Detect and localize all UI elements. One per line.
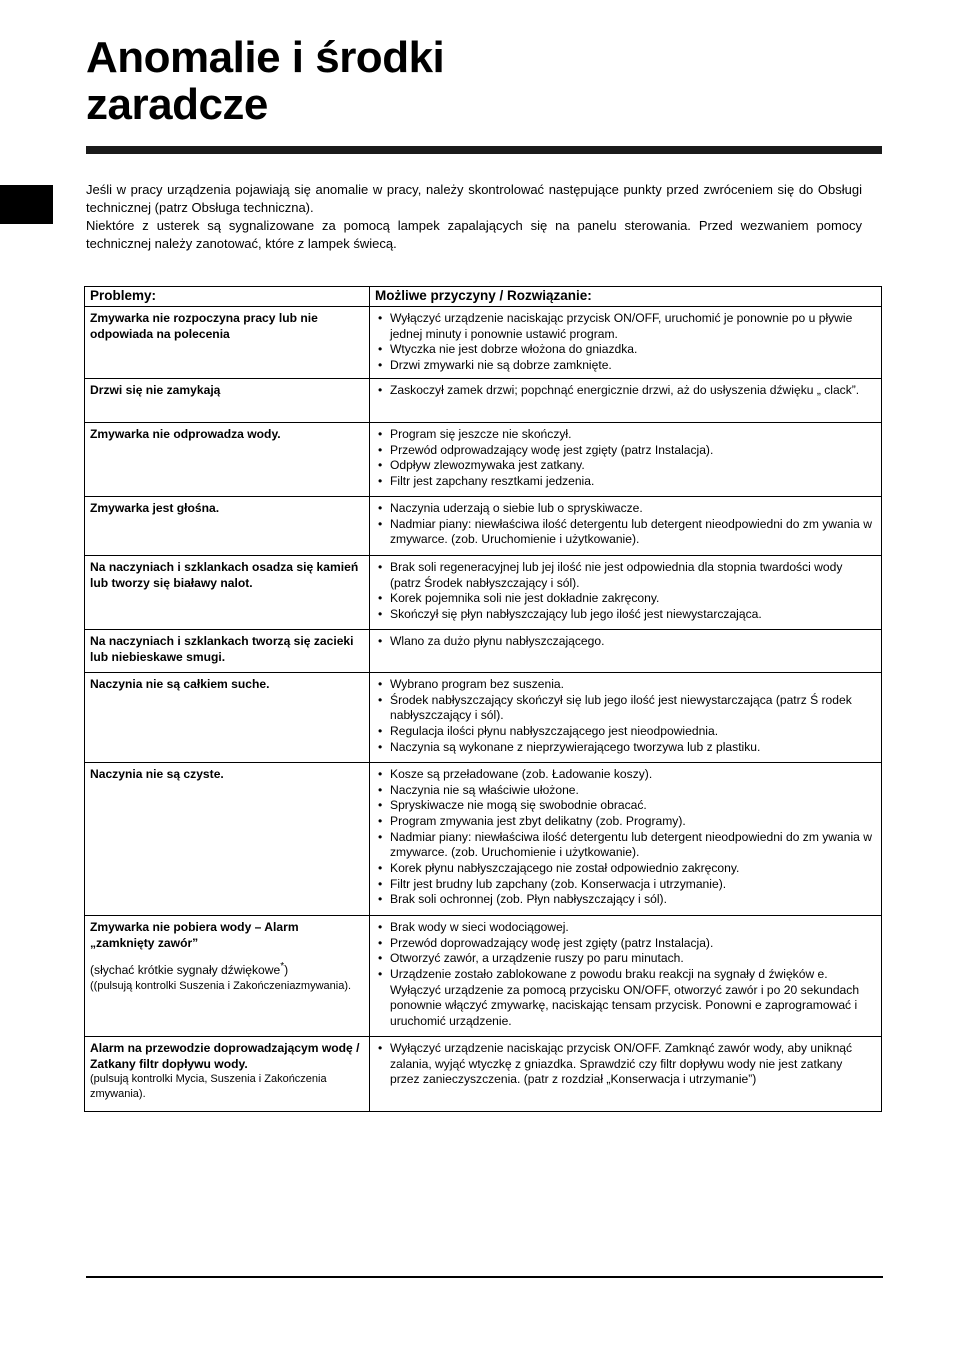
- cause-list: [376, 501, 875, 548]
- list-item: • Przewód odprowadzający wodę jest zgięty (patrz Instalacja).: [376, 443, 875, 459]
- list-item: • Naczynia nie są właściwie ułożone.: [376, 783, 875, 799]
- solution-cell: [370, 915, 882, 1036]
- problem-cell: [85, 378, 370, 422]
- problem-text: Drzwi się nie zamykają: [90, 382, 221, 397]
- list-item: • Spryskiwacze nie mogą się swobodnie obracać.: [376, 798, 875, 814]
- troubleshooting-table: [84, 286, 882, 1112]
- list-item: • Zaskoczył zamek drzwi; popchnąć energicznie drzwi, aż do usłyszenia dźwięku „ clack”.: [376, 383, 875, 399]
- cause-list: [376, 383, 875, 399]
- problem-text: Naczynia nie są czyste.: [90, 766, 224, 781]
- table-body: [85, 307, 882, 1112]
- list-item: • Przewód doprowadzający wodę jest zgięty (patrz Instalacja).: [376, 936, 875, 952]
- problem-text: Na naczyniach i szklankach osadza się kamień lub tworzy się białawy nalot.: [90, 559, 359, 590]
- list-item: • Filtr jest zapchany resztkami jedzenia.: [376, 474, 875, 490]
- problem-text: Alarm na przewodzie doprowadzającym wodę / Zatkany filtr dopływu wody.: [90, 1040, 360, 1071]
- intro-paragraph-2: Niektóre z usterek są sygnalizowane za pomocą lampek zapalających się na panelu sterowania. Przed wezwaniem pomocy technicznej należy zanotować, które z lampek świecą.: [86, 218, 862, 251]
- solution-cell: [370, 1036, 882, 1111]
- list-item: • Wybrano program bez suszenia.: [376, 677, 875, 693]
- problem-small-note: ((pulsują kontrolki Suszenia i Zakończeniazmywania).: [90, 979, 352, 992]
- list-item: • Regulacja ilości płynu nabłyszczającego jest nieodpowiednia.: [376, 724, 875, 740]
- list-item: • Wyłączyć urządzenie naciskając przycisk ON/OFF, uruchomić je ponownie po u pływie jednej minuty i ponownie ustawić program.: [376, 311, 875, 342]
- solution-cell: [370, 672, 882, 762]
- list-item: • Program zmywania jest zbyt delikatny (zob. Programy).: [376, 814, 875, 830]
- list-item: • Odpływ zlewozmywaka jest zatkany.: [376, 458, 875, 474]
- list-item: • Środek nabłyszczający skończył się lub jego ilość jest niewystarczająca (patrz Ś rodek nabłyszczający i sól).: [376, 693, 875, 724]
- cause-list: [376, 311, 875, 374]
- solution-cell: [370, 307, 882, 379]
- problem-small-note: (pulsują kontrolki Mycia, Suszenia i Zakończenia zmywania).: [90, 1073, 327, 1101]
- list-item: • Urządzenie zostało zablokowane z powodu braku reakcji na sygnały d źwięków e. Wyłączyć urządzenie za pomocą przycisku ON/OFF, otworzyć zawór i po 20 sekundach ponownie włączyć zmywarkę, naciskając tensam przycisk. Ponowni e zaprogramować i uruchomić urządzenie.: [376, 967, 875, 1030]
- note-close: ): [284, 963, 289, 978]
- problem-cell: [85, 629, 370, 672]
- table-row: [85, 555, 882, 629]
- table-row: [85, 762, 882, 915]
- problem-cell: [85, 672, 370, 762]
- list-item: • Nadmiar piany: niewłaściwa ilość detergentu lub detergent nieodpowiedni do zm ywania w zmywarce. (zob. Uruchomienie i użytkowanie).: [376, 830, 875, 861]
- header-problems: Problemy:: [85, 287, 370, 307]
- list-item: • Otworzyć zawór, a urządzenie ruszy po paru minutach.: [376, 951, 875, 967]
- problem-cell: [85, 915, 370, 1036]
- table-row: [85, 629, 882, 672]
- problem-cell: [85, 422, 370, 496]
- table-row: [85, 672, 882, 762]
- list-item: • Skończył się płyn nabłyszczający lub jego ilość jest niewystarczająca.: [376, 607, 875, 623]
- list-item: • Korek płynu nabłyszczającego nie został odpowiednio zakręcony.: [376, 861, 875, 877]
- note-text: (słychać krótkie sygnały dźwiękowe: [90, 963, 281, 978]
- list-item: • Kosze są przeładowane (zob. Ładowanie koszy).: [376, 767, 875, 783]
- list-item: • Wyłączyć urządzenie naciskając przycisk ON/OFF. Zamknąć zawór wody, aby uniknąć zalania, wyjąć wtyczkę z gniazdka. Sprawdzić czy filtr dopływu wody nie jest zatkany przez zanieczyszczenia. (patr z rozdział „Konserwacja i utrzymanie”): [376, 1041, 875, 1088]
- list-item: • Filtr jest brudny lub zapchany (zob. Konserwacja i utrzymanie).: [376, 877, 875, 893]
- table-row: [85, 915, 882, 1036]
- problem-text: Naczynia nie są całkiem suche.: [90, 676, 270, 691]
- list-item: • Brak wody w sieci wodociągowej.: [376, 920, 875, 936]
- page-title-line-1: Anomalie i środki: [86, 33, 445, 82]
- header-causes: Możliwe przyczyny / Rozwiązanie:: [370, 287, 882, 307]
- list-item: • Korek pojemnika soli nie jest dokładnie zakręcony.: [376, 591, 875, 607]
- problem-cell: [85, 496, 370, 555]
- table-row: [85, 496, 882, 555]
- cause-list: [376, 427, 875, 490]
- problem-cell: [85, 307, 370, 379]
- list-item: • Wlano za dużo płynu nabłyszczającego.: [376, 634, 875, 650]
- list-item: • Nadmiar piany: niewłaściwa ilość detergentu lub detergent nieodpowiedni do zm ywania w zmywarce. (zob. Uruchomienie i użytkowanie).: [376, 517, 875, 548]
- list-item: • Drzwi zmywarki nie są dobrze zamknięte.: [376, 358, 875, 374]
- page-title-line-2: zaradcze: [86, 80, 268, 129]
- solution-cell: [370, 496, 882, 555]
- problem-cell: [85, 1036, 370, 1111]
- title-divider: [86, 146, 882, 154]
- cause-list: [376, 920, 875, 1030]
- cause-list: [376, 560, 875, 623]
- intro-paragraph-1: Jeśli w pracy urządzenia pojawiają się anomalie w pracy, należy skontrolować następujące punkty przed zwróceniem się do Obsługi technicznej (patrz Obsługa techniczna).: [86, 182, 862, 215]
- table-row: [85, 1036, 882, 1111]
- solution-cell: [370, 422, 882, 496]
- list-item: • Naczynia są wykonane z nieprzywierającego tworzywa lub z plastiku.: [376, 740, 875, 756]
- asterisk-mark: *: [280, 961, 285, 973]
- table-row: [85, 378, 882, 422]
- intro-text: [86, 181, 862, 253]
- solution-cell: [370, 762, 882, 915]
- problem-text: Na naczyniach i szklankach tworzą się zacieki lub niebieskawe smugi.: [90, 633, 354, 664]
- solution-cell: [370, 555, 882, 629]
- solution-cell: [370, 629, 882, 672]
- problem-text: Zmywarka nie rozpoczyna pracy lub nie odpowiada na polecenia: [90, 311, 318, 341]
- cause-list: [376, 634, 875, 650]
- list-item: • Naczynia uderzają o siebie lub o spryskiwacze.: [376, 501, 875, 517]
- page-title: [86, 34, 444, 128]
- cause-list: [376, 677, 875, 756]
- problem-note: [90, 959, 363, 979]
- list-item: • Program się jeszcze nie skończył.: [376, 427, 875, 443]
- section-tab-marker: [0, 185, 53, 224]
- table-header-row: [85, 287, 882, 307]
- problem-cell: [85, 762, 370, 915]
- list-item: • Brak soli regeneracyjnej lub jej ilość nie jest odpowiednia dla stopnia twardości wody (patrz Środek nabłyszczający i sól).: [376, 560, 875, 591]
- problem-text: Zmywarka jest głośna.: [90, 500, 220, 515]
- problem-cell: [85, 555, 370, 629]
- problem-text: Zmywarka nie pobiera wody – Alarm „zamknięty zawór”: [90, 919, 299, 950]
- table-row: [85, 307, 882, 379]
- problem-text: Zmywarka nie odprowadza wody.: [90, 426, 281, 441]
- list-item: • Wtyczka nie jest dobrze włożona do gniazdka.: [376, 342, 875, 358]
- footer-divider: [86, 1276, 883, 1278]
- list-item: • Brak soli ochronnej (zob. Płyn nabłyszczający i sól).: [376, 892, 875, 908]
- cause-list: [376, 1041, 875, 1088]
- table-row: [85, 422, 882, 496]
- solution-cell: [370, 378, 882, 422]
- cause-list: [376, 767, 875, 908]
